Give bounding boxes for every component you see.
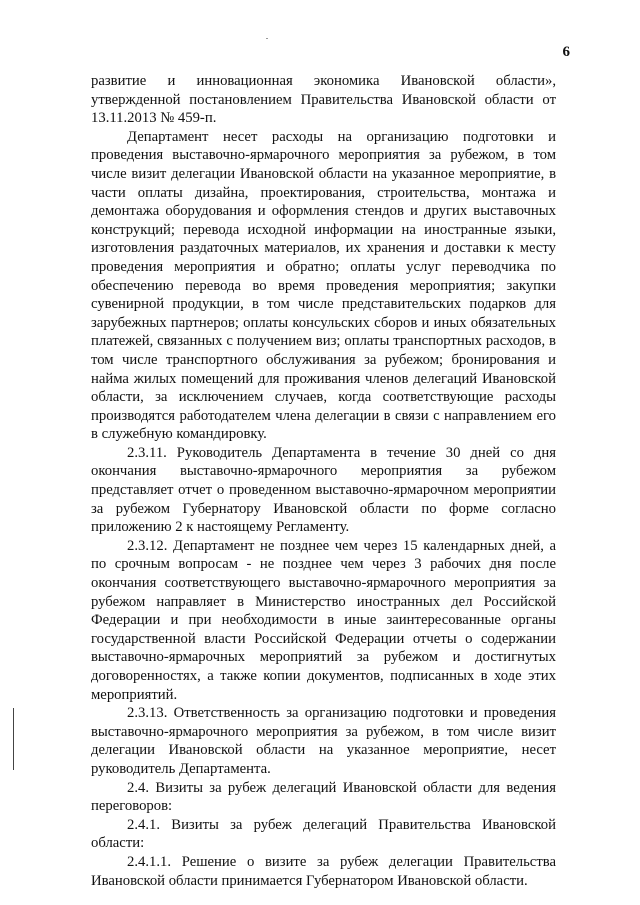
- scan-artifact-dot: [266, 38, 268, 39]
- paragraph-2-4-1-1: 2.4.1.1. Решение о визите за рубеж делегации Правительства Ивановской области принимается Губернатором Ивановской области.: [91, 853, 556, 889]
- paragraph-2-4: 2.4. Визиты за рубеж делегаций Ивановской области для ведения переговоров:: [91, 779, 556, 815]
- paragraph-2-3-12: 2.3.12. Департамент не позднее чем через 15 календарных дней, а по срочным вопросам - не позднее чем через 3 рабочих дня после окончания соответствующего выставочно-ярмарочного мероприятия за рубежом направляет в Министерство иностранных дел Российской Федерации и при необходимости в иные заинтересованные органы государственной власти Российской Федерации отчеты о содержании выставочно-ярмарочных мероприятий за рубежом и достигнутых договоренностях, а также копии документов, подписанных в ходе этих мероприятий.: [91, 537, 556, 703]
- margin-mark-line: [13, 708, 14, 770]
- document-body: [91, 72, 556, 890]
- paragraph-continuation: развитие и инновационная экономика Ивановской области», утвержденной постановлением Правительства Ивановской области от 13.11.2013 № 459-п.: [91, 73, 556, 127]
- paragraph-2-3-13: 2.3.13. Ответственность за организацию подготовки и проведения выставочно-ярмарочного мероприятия за рубежом, в том числе визит делегации Ивановской области на указанное мероприятие, несет руководитель Департамента.: [91, 705, 556, 777]
- page-number: 6: [562, 44, 570, 60]
- paragraph-2-4-1: 2.4.1. Визиты за рубеж делегаций Правительства Ивановской области:: [91, 816, 556, 852]
- paragraph-department-expenses: Департамент несет расходы на организацию подготовки и проведения выставочно-ярмарочного мероприятия за рубежом, в том числе визит делегации Ивановской области на указанное мероприятие, в части оплаты дизайна, проектирования, строительства, монтажа и демонтажа оборудования и оформления стендов и других выставочных конструкций; перевода исходной информации на иностранные языки, изготовления раздаточных материалов, их хранения и доставки к месту проведения мероприятия и обратно; оплаты услуг переводчика по обеспечению перевода во время проведения мероприятия; закупки сувенирной продукции, в том числе представительских подарков для зарубежных партнеров; оплаты консульских сборов и иных обязательных платежей, связанных с получением виз; оплаты транспортных расходов, в том числе транспортного обслуживания за рубежом; бронирования и найма жилых помещений для проживания членов делегаций Ивановской области, за исключением случаев, когда соответствующие расходы производятся работодателем члена делегации в связи с направлением его в служебную командировку.: [91, 128, 556, 443]
- paragraph-2-3-11: 2.3.11. Руководитель Департамента в течение 30 дней со дня окончания выставочно-ярмарочного мероприятия за рубежом представляет отчет о проведенном выставочно-ярмарочном мероприятии за рубежом Губернатору Ивановской области по форме согласно приложению 2 к настоящему Регламенту.: [91, 444, 556, 536]
